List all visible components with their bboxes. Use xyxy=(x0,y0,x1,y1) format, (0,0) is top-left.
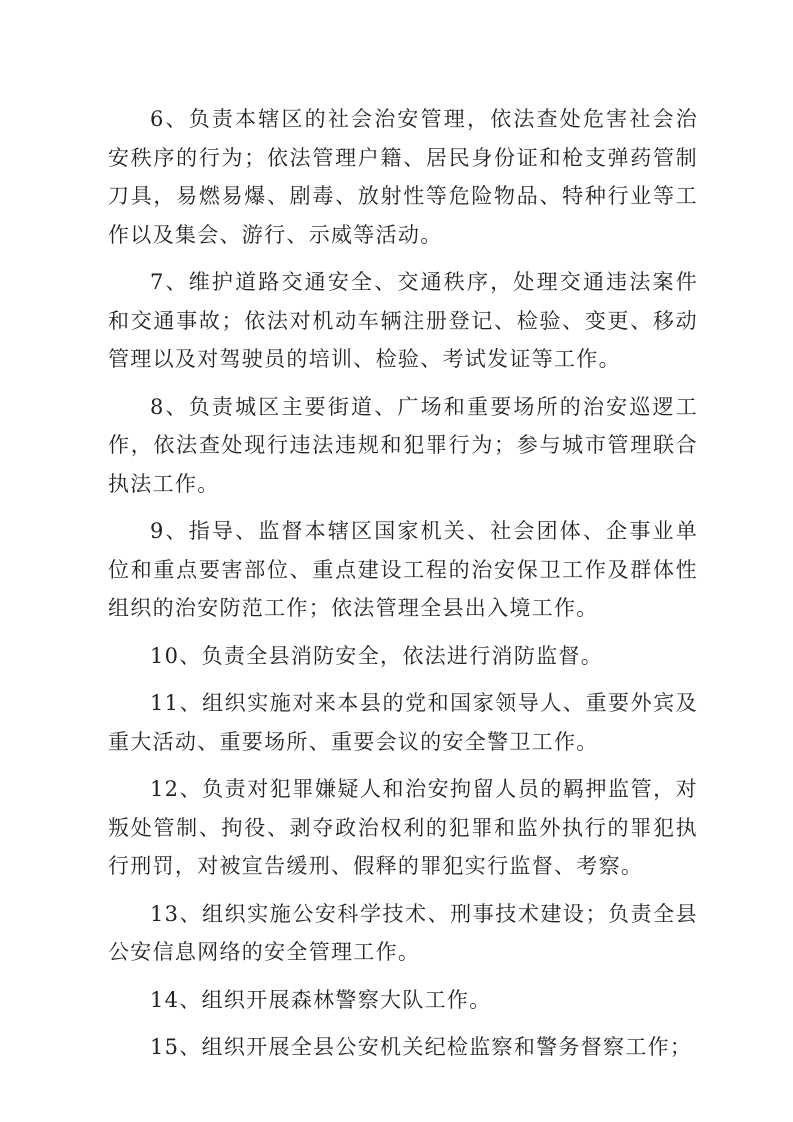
paragraph-item-15: 15、组织开展全县公安机关纪检监察和警务督察工作； xyxy=(150,1035,693,1059)
document-body xyxy=(108,100,698,1076)
paragraph-item-10: 10、负责全县消防安全，依法进行消防监督。 xyxy=(150,643,604,668)
paragraph-item-9: 9、指导、监督本辖区国家机关、社会团体、企事业单位和重点要害部位、重点建设工程的治安保卫工作及群体性组织的治安防范工作；依法管理全县出入境工作。 xyxy=(108,519,698,620)
paragraph-item-6: 6、负责本辖区的社会治安管理，依法查处危害社会治安秩序的行为；依法管理户籍、居民身份证和枪支弹药管制刀具，易燃易爆、剧毒、放射性等危险物品、特种行业等工作以及集会、游行、示威等活动。 xyxy=(108,107,698,247)
paragraph-item-13: 13、组织实施公安科学技术、刑事技术建设；负责全县公安信息网络的安全管理工作。 xyxy=(108,901,698,964)
paragraph-item-8: 8、负责城区主要街道、广场和重要场所的治安巡逻工作，依法查处现行违法违规和犯罪行为；参与城市管理联合执法工作。 xyxy=(108,394,698,496)
paragraph-item-14: 14、组织开展森林警察大队工作。 xyxy=(150,987,492,1012)
paragraph-item-11: 11、组织实施对来本县的党和国家领导人、重要外宾及重大活动、重要场所、重要会议的安全警卫工作。 xyxy=(108,691,698,754)
paragraph-item-7: 7、维护道路交通安全、交通秩序，处理交通违法案件和交通事故；依法对机动车辆注册登记、检验、变更、移动管理以及对驾驶员的培训、检验、考试发证等工作。 xyxy=(108,270,698,371)
paragraph-item-12: 12、负责对犯罪嫌疑人和治安拘留人员的羁押监管，对叛处管制、拘役、剥夺政治权利的犯罪和监外执行的罪犯执行刑罚，对被宣告缓刑、假释的罪犯实行监督、考察。 xyxy=(108,777,698,878)
